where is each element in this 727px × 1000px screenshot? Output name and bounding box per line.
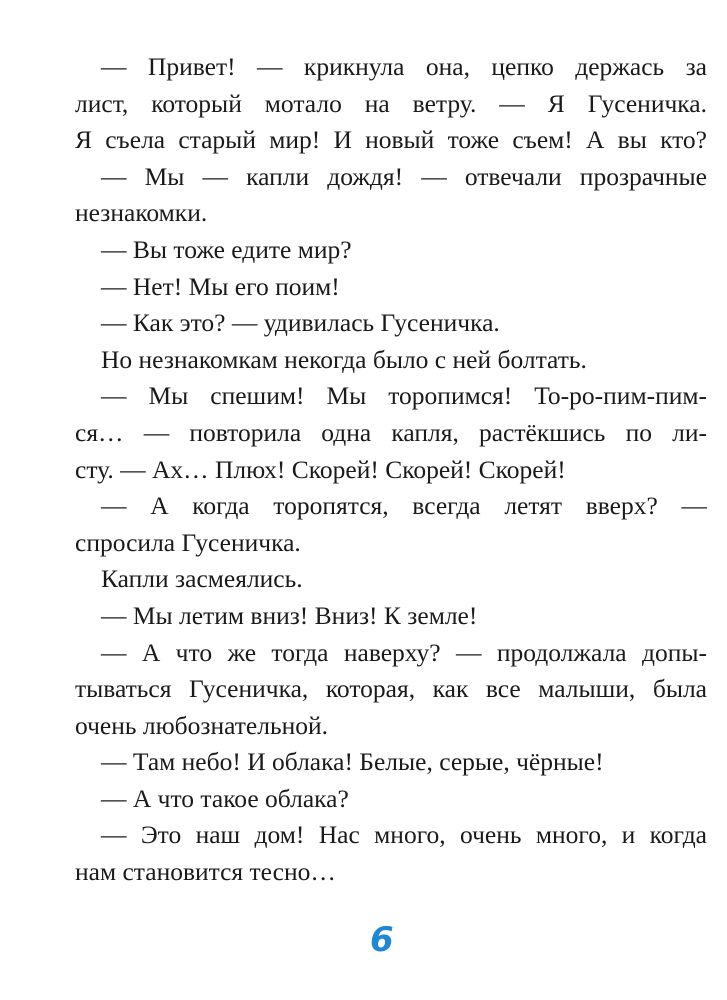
text-line: тываться Гусеничка, которая, как все малыши, была	[75, 674, 707, 704]
text-line: Я съела старый мир! И новый тоже съем! А вы кто?	[75, 125, 707, 155]
text-line: — Привет! — крикнула она, цепко держась за	[101, 52, 707, 81]
text-line: — А когда торопятся, всегда летят вверх? —	[101, 491, 707, 521]
page-number: 6	[370, 920, 394, 960]
story-text	[75, 49, 707, 891]
text-line: — Нет! Мы его поим!	[101, 271, 340, 301]
text-line: ся… — повторила одна капля, растёкшись по ли-	[75, 417, 707, 447]
text-line: — Это наш дом! Нас много, очень много, и когда	[101, 820, 707, 850]
text-line: — Вы тоже едите мир?	[101, 234, 352, 264]
text-line: очень любознательной.	[75, 710, 328, 740]
text-line: Но незнакомкам некогда было с ней болтать.	[101, 344, 587, 374]
text-line: — Мы спешим! Мы торопимся! То-ро-пим-пим-	[101, 381, 707, 411]
text-line: — А что же тогда наверху? — продолжала допы-	[101, 637, 707, 667]
text-line: спросила Гусеничка.	[75, 527, 301, 557]
text-line: незнакомки.	[75, 198, 208, 228]
text-line: — Как это? — удивилась Гусеничка.	[101, 308, 500, 338]
text-line: — А что такое облака?	[101, 783, 349, 813]
text-line: лист, который мотало на ветру. — Я Гусеничка.	[75, 88, 707, 118]
text-line: — Мы летим вниз! Вниз! К земле!	[101, 600, 478, 630]
text-line: сту. — Ах… Плюх! Скорей! Скорей! Скорей!	[75, 454, 566, 484]
text-line: Капли засмеялись.	[101, 564, 303, 594]
text-line: — Мы — капли дождя! — отвечали прозрачные	[101, 161, 707, 191]
text-line: нам становится тесно…	[75, 857, 336, 887]
text-line: — Там небо! И облака! Белые, серые, чёрные!	[101, 747, 604, 777]
